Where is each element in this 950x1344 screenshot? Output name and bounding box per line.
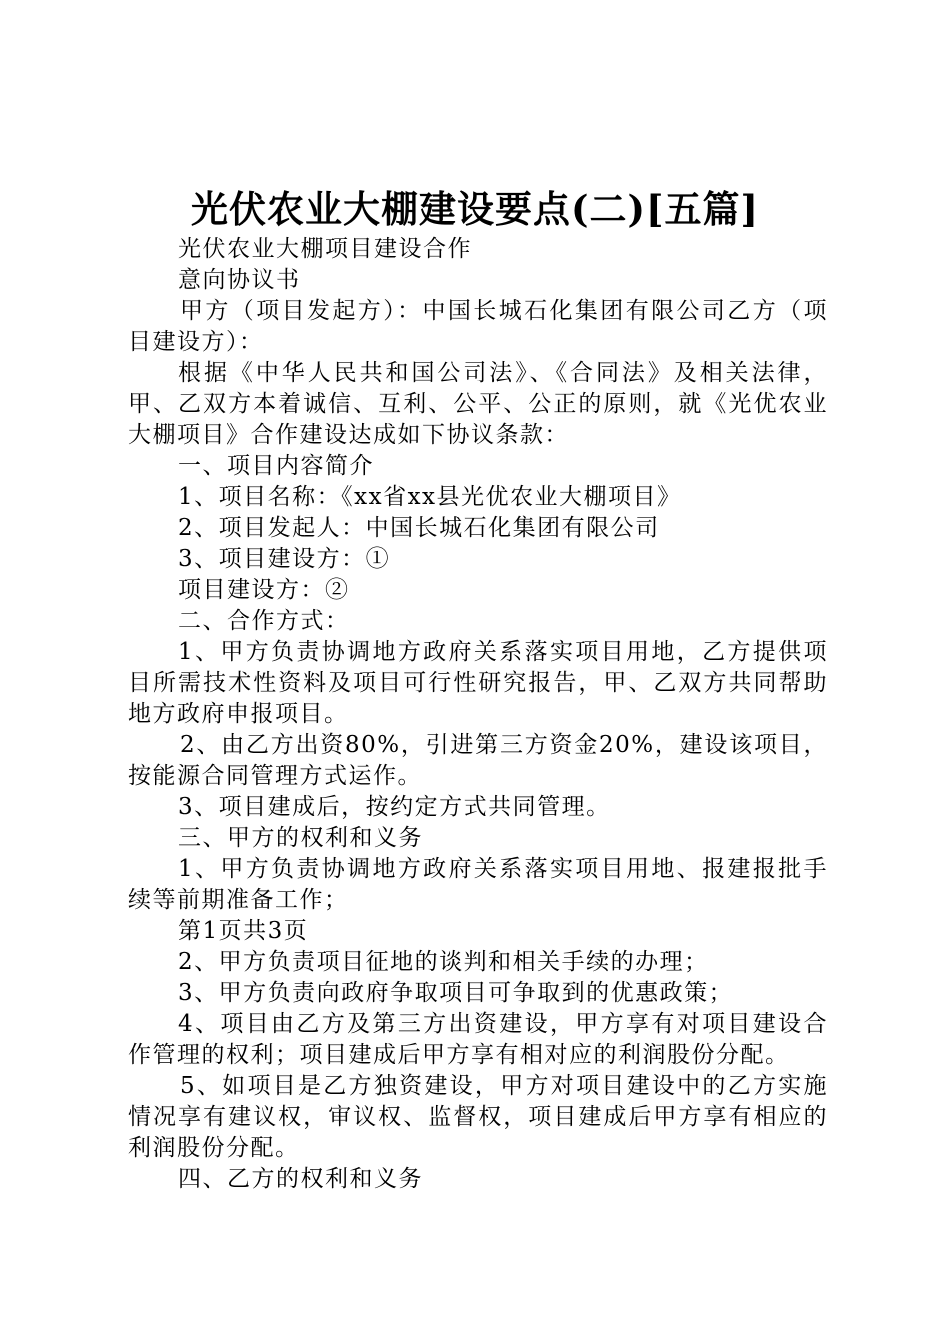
paragraph: 2、项目发起人：中国长城石化集团有限公司	[178, 515, 660, 541]
paragraph: 意向协议书	[178, 267, 301, 293]
paragraph: 项目建设方：②	[178, 577, 350, 603]
paragraph: 3、甲方负责向政府争取项目可争取到的优惠政策；	[178, 980, 734, 1006]
document-body	[128, 234, 828, 1195]
section-heading: 三、甲方的权利和义务	[178, 825, 423, 851]
paragraph: 1、甲方负责协调地方政府关系落实项目用地，乙方提供项目所需技术性资料及项目可行性研究报告，甲、乙双方共同帮助地方政府申报项目。	[128, 639, 828, 727]
page-number: 第1页共3页	[178, 918, 309, 944]
paragraph: 1、项目名称：《xx省xx县光优农业大棚项目》	[178, 484, 682, 510]
paragraph: 甲方（项目发起方）：中国长城石化集团有限公司乙方（项目建设方）：	[128, 298, 828, 355]
paragraph: 根据《中华人民共和国公司法》、《合同法》及相关法律，甲、乙双方本着诚信、互利、公平、公正的原则，就《光优农业大棚项目》合作建设达成如下协议条款：	[128, 360, 828, 448]
document-title: 光伏农业大棚建设要点(二)[五篇]	[190, 187, 760, 231]
paragraph: 2、由乙方出资80%，引进第三方资金20%，建设该项目，按能源合同管理方式运作。	[128, 732, 828, 789]
paragraph: 3、项目建成后，按约定方式共同管理。	[178, 794, 611, 820]
paragraph: 4、项目由乙方及第三方出资建设，甲方享有对项目建设合作管理的权利；项目建成后甲方享有相对应的利润股份分配。	[128, 1011, 828, 1068]
paragraph: 5、如项目是乙方独资建设，甲方对项目建设中的乙方实施情况享有建议权，审议权、监督权，项目建成后甲方享有相应的利润股份分配。	[128, 1073, 828, 1161]
section-heading: 二、合作方式：	[178, 608, 350, 634]
paragraph: 3、项目建设方：①	[178, 546, 391, 572]
paragraph: 光伏农业大棚项目建设合作	[178, 236, 472, 262]
paragraph: 2、甲方负责项目征地的谈判和相关手续的办理；	[178, 949, 709, 975]
section-heading: 一、项目内容简介	[178, 453, 374, 479]
paragraph: 1、甲方负责协调地方政府关系落实项目用地、报建报批手续等前期准备工作；	[128, 856, 828, 913]
section-heading: 四、乙方的权利和义务	[178, 1166, 423, 1192]
